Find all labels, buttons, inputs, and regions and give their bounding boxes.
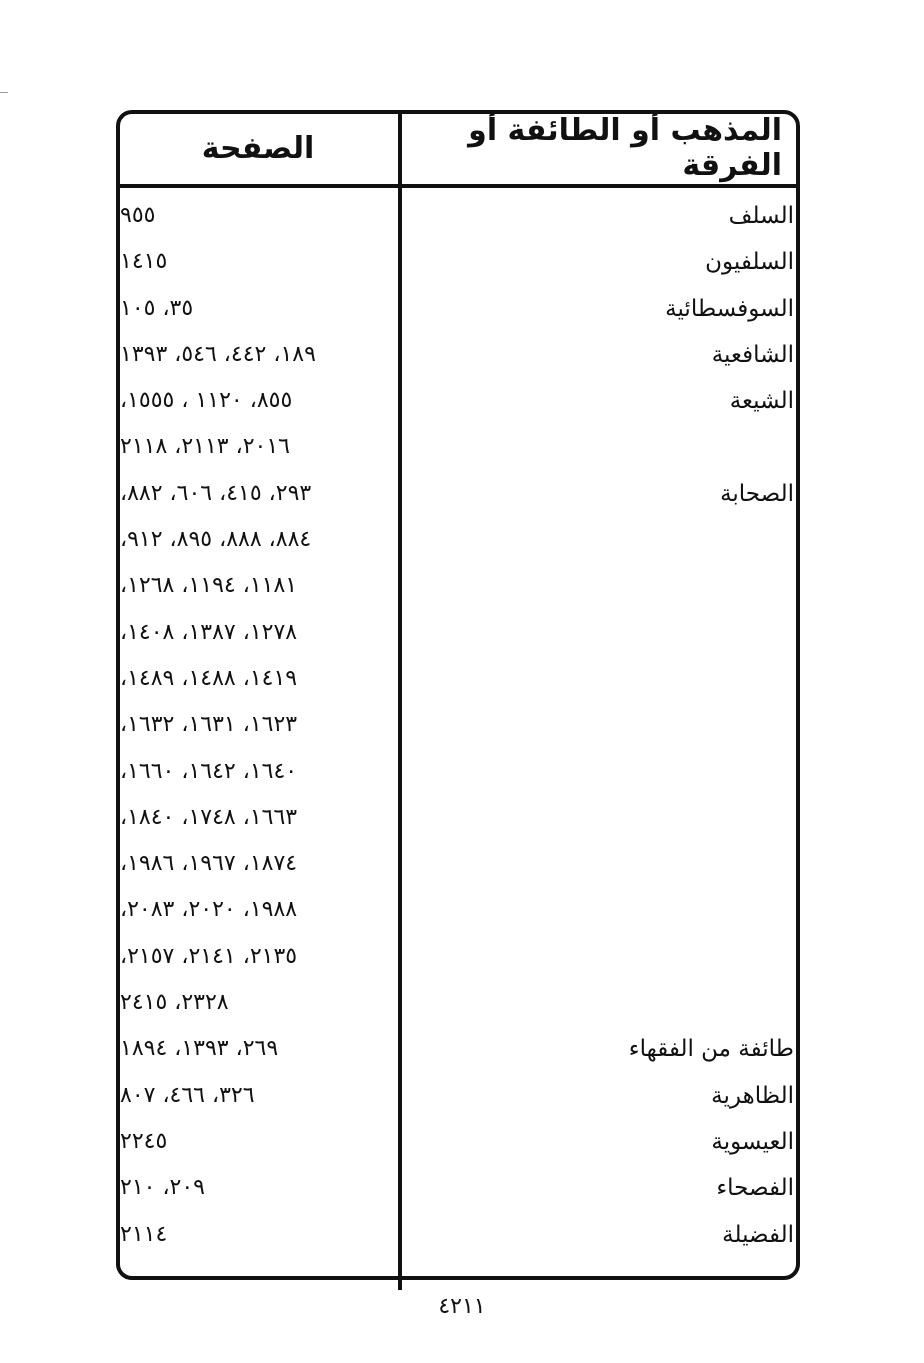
column-header-sect: المذهب أو الطائفة أو الفرقة (468, 113, 782, 183)
page-refs: ٢١٣٥، ٢١٤١، ٢١٥٧، (120, 943, 298, 969)
sect-name (400, 749, 796, 795)
table-row (120, 332, 796, 378)
margin-tick (0, 92, 8, 93)
page-refs: ٢٩٣، ٤١٥، ٦٠٦، ٨٨٢، (120, 480, 312, 506)
page-refs: ٢٠٩، ٢١٠ (120, 1175, 205, 1201)
page-number: ٤٢١١ (438, 1294, 486, 1319)
index-rows (120, 193, 796, 1258)
page-refs: ٢١١٤ (120, 1221, 168, 1247)
table-row (120, 610, 796, 656)
table-row (120, 702, 796, 748)
page-refs: ١٨٩، ٤٤٢، ٥٤٦، ١٣٩٣ (120, 341, 316, 367)
table-row (120, 887, 796, 933)
page-refs: ١٦٤٠، ١٦٤٢، ١٦٦٠، (120, 758, 298, 784)
page-refs: ٢٠١٦، ٢١١٣، ٢١١٨ (120, 434, 290, 460)
page-refs: ٢٦٩، ١٣٩٣، ١٨٩٤ (120, 1036, 279, 1062)
page-refs: ٢٢٤٥ (120, 1128, 168, 1154)
table-row (120, 1026, 796, 1072)
sect-name (400, 702, 796, 748)
table-row (120, 934, 796, 980)
page-refs: ٩٥٥ (120, 203, 156, 228)
sect-name: طائفة من الفقهاء (628, 1036, 794, 1063)
sect-name: الفضيلة (722, 1221, 794, 1248)
sect-name: الشيعة (729, 388, 794, 415)
table-row (120, 656, 796, 702)
page-refs: ٢٣٢٨، ٢٤١٥ (120, 990, 229, 1016)
sect-name: الشافعية (711, 341, 794, 368)
sect-name (400, 610, 796, 656)
sect-name: الفصحاء (716, 1175, 794, 1202)
table-row (120, 795, 796, 841)
page-refs: ١٩٨٨، ٢٠٢٠، ٢٠٨٣، (120, 897, 298, 923)
page-refs: ١٤١٩، ١٤٨٨، ١٤٨٩، (120, 665, 298, 691)
sect-name (400, 934, 796, 980)
table-row (120, 749, 796, 795)
table-row (120, 1119, 796, 1165)
table-row (120, 841, 796, 887)
table-row (120, 980, 796, 1026)
sect-name (400, 841, 796, 887)
page-refs: ٣٥، ١٠٥ (120, 295, 194, 321)
sect-name (400, 424, 796, 470)
sect-name: السلفيون (705, 249, 794, 276)
header-divider (116, 184, 800, 188)
table-row (120, 1212, 796, 1258)
page-refs: ٨٥٥، ١١٢٠ ، ١٥٥٥، (120, 388, 293, 414)
sect-name: الظاهرية (711, 1082, 794, 1109)
page-refs: ١١٨١، ١١٩٤، ١٢٦٨، (120, 573, 298, 599)
page-refs: ٣٢٦، ٤٦٦، ٨٠٧ (120, 1082, 255, 1108)
page-refs: ١٦٢٣، ١٦٣١، ١٦٣٢، (120, 712, 298, 738)
table-row (120, 193, 796, 239)
page-refs: ١٤١٥ (120, 249, 168, 275)
table-row (120, 286, 796, 332)
sect-name (400, 795, 796, 841)
sect-name: السلف (728, 203, 794, 229)
sect-name (400, 656, 796, 702)
table-row (120, 1073, 796, 1119)
sect-name: العيسوية (711, 1128, 794, 1155)
column-header-page: الصفحة (201, 130, 315, 166)
page-refs: ١٢٧٨، ١٣٨٧، ١٤٠٨، (120, 619, 298, 645)
sect-name (400, 980, 796, 1026)
table-row (120, 424, 796, 470)
sect-name (400, 563, 796, 609)
sect-name (400, 517, 796, 563)
page-refs: ١٨٧٤، ١٩٦٧، ١٩٨٦، (120, 851, 298, 877)
page-refs: ٨٨٤، ٨٨٨، ٨٩٥، ٩١٢، (120, 527, 312, 553)
table-row (120, 471, 796, 517)
table-row (120, 239, 796, 285)
table-row (120, 378, 796, 424)
table-row (120, 517, 796, 563)
page-refs: ١٦٦٣، ١٧٤٨، ١٨٤٠، (120, 804, 298, 830)
sect-name (400, 887, 796, 933)
table-row (120, 1165, 796, 1211)
sect-name: السوفسطائية (665, 295, 794, 322)
table-row (120, 563, 796, 609)
sect-name: الصحابة (720, 480, 794, 507)
